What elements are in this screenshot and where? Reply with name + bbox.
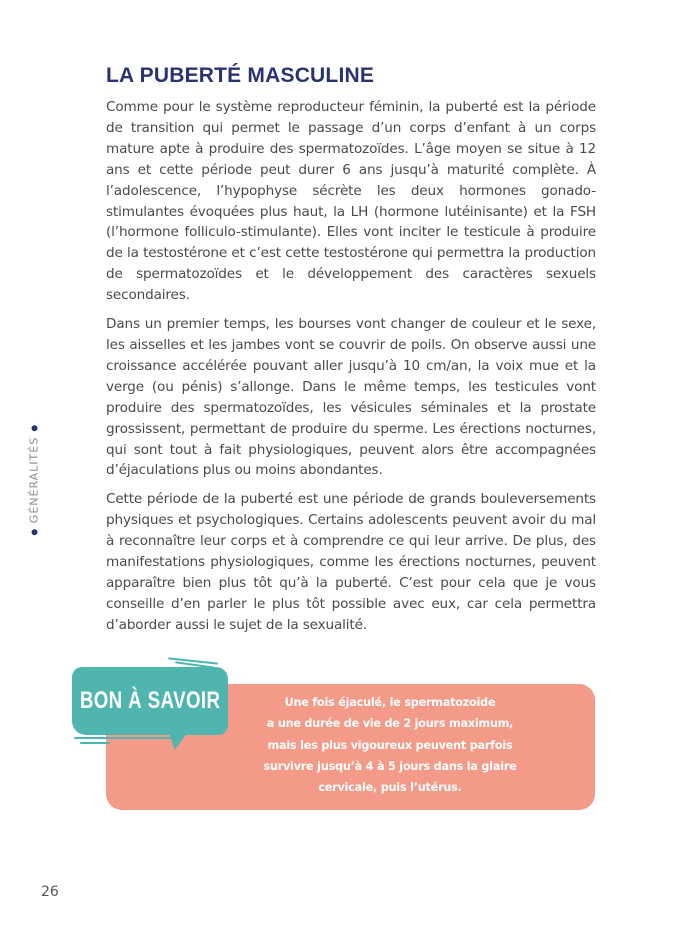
callout-line: mais les plus vigoureux peuvent parfois: [267, 738, 513, 752]
decorative-stroke: [74, 737, 174, 739]
callout-line: Une fois éjaculé, le spermatozoïde: [284, 696, 496, 709]
bullet-dot-icon: [31, 425, 37, 431]
chapter-label-text: GÉNÉRALITÉS: [27, 436, 41, 524]
callout-label: BON À SAVOIR: [79, 687, 221, 714]
decorative-stroke: [80, 742, 110, 744]
chapter-side-label: [28, 425, 41, 535]
paragraph: Cette période de la puberté est une période de grands bouleversements physiques et psychologiques. Certains adolescents peuvent avoir du mal à reconnaître leur corps et à comprendre ce qui leur arrive. De plus, des manifestations physiologiques, comme les érections nocturnes, peuvent apparaître bien plus tôt qu’à la puberté. C’est pour cela que je vous conseille d’en parler le plus tôt possible avec eux, car cela permettra d’aborder aussi le sujet de la sexualité.: [106, 491, 596, 633]
callout-line: cervicale, puis l’utérus.: [318, 781, 462, 795]
callout-text: [240, 692, 540, 798]
page-number: 26: [41, 884, 59, 900]
callout-line: survivre jusqu’à 4 à 5 jours dans la glaire: [263, 759, 517, 773]
callout-line: a une durée de vie de 2 jours maximum,: [266, 717, 514, 731]
section-title: LA PUBERTÉ MASCULINE: [106, 64, 375, 87]
speech-bubble-tail-icon: [167, 733, 187, 750]
bullet-dot-icon: [31, 529, 37, 535]
paragraph: Dans un premier temps, les bourses vont changer de couleur et le sexe, les aisselles et les jambes vont se couvrir de poils. On observe aussi une croissance accélérée pouvant aller jusqu’à 10 cm/an, la voix mue et la verge (ou pénis) s’allonge. Dans le même temps, les testicules vont produire des spermatozoïdes, les vésicules séminales et la prostate grossissent, permettant de produire du sperme. Les érections nocturnes, qui sont tout à fait physiologiques, peuvent alors être accompagnées d’éjaculations plus ou moins abondantes.: [106, 316, 596, 479]
speech-bubble-badge: [72, 667, 228, 735]
paragraph: Comme pour le système reproducteur féminin, la puberté est la période de transition qui permet le passage d’un corps d’enfant à un corps mature apte à produire des spermatozoïdes. L’âge moyen se situe à 12 ans et cette période peut durer 6 ans jusqu’à maturité complète. À l’adolescence, l’hypophyse sécrète les deux hormones gonado-stimulantes évoquées plus haut, la LH (hormone lutéinisante) et la FSH (l’hormone folliculo-stimulante). Elles vont inciter le testicule à produire de la testostérone et c’est cette testostérone qui permettra la production de spermatozoïdes et le développement des caractères sexuels secondaires.: [106, 99, 596, 304]
article-body: [106, 97, 596, 644]
